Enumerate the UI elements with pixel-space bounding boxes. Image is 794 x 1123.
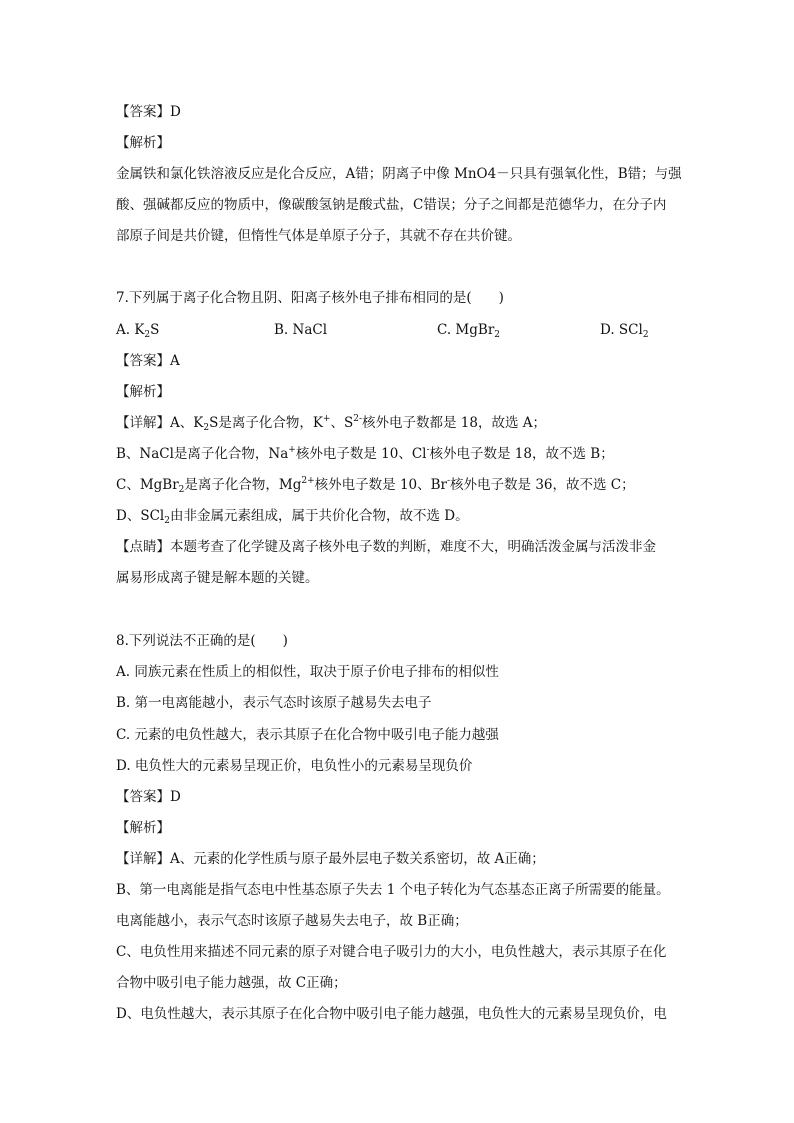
q6-analysis-label: 【解析】 <box>116 135 170 151</box>
q7-comment-line-2: 属易形成离子键是解本题的关键。 <box>116 570 319 586</box>
q7-option-d: D. SCl$_2$ <box>600 322 649 340</box>
q8-detail-line-3: 电离能越小，表示气态时该原子越易失去电子，故 B正确； <box>116 913 468 929</box>
q7-options <box>116 320 734 340</box>
q8-option-b: B. 第一电离能越小，表示气态时该原子越易失去电子 <box>116 695 432 711</box>
q6-analysis-line-1: 金属铁和氯化铁溶液反应是化合反应，A错；阴离子中像 MnO4－只具有强氧化性，B错；与强 <box>116 166 682 182</box>
q8-option-d: D. 电负性大的元素易呈现正价，电负性小的元素易呈现负价 <box>116 758 473 774</box>
q8-detail-line-2: B、第一电离能是指气态电中性基态原子失去 1 个电子转化为气态基态正离子所需要的能量。 <box>116 882 670 898</box>
q7-stem: 7.下列属于离子化合物且阴、阳离子核外电子排布相同的是( ) <box>116 290 504 306</box>
q7-option-b: B. NaCl <box>274 322 328 338</box>
q8-detail-line-4: C、电负性用来描述不同元素的原子对键合电子吸引力的大小，电负性越大，表示其原子在化 <box>116 944 667 960</box>
q7-detail-d: D、SCl$_2$由非金属元素组成，属于共价化合物，故不选 D。 <box>116 508 469 526</box>
q6-analysis-line-2: 酸、强碱都反应的物质中，像碳酸氢钠是酸式盐，C错误；分子之间都是范德华力，在分子内 <box>116 197 667 213</box>
q7-answer: 【答案】A <box>116 353 180 369</box>
q7-option-a: A. $K_2S$ <box>116 322 160 340</box>
q7-detail-b: B、NaCl是离子化合物，Na+核外电子数是 10、Cl-核外电子数是 18，故不选 B； <box>116 445 614 462</box>
q8-analysis-label: 【解析】 <box>116 820 170 836</box>
q8-detail-line-6: D、电负性越大，表示其原子在化合物中吸引电子能力越强，电负性大的元素易呈现负价，电 <box>116 1006 667 1022</box>
q7-detail-c: C、MgBr$_2$是离子化合物，$Mg^{2+}$核外电子数是 10、Br-核外电子数是 36，故不选 C； <box>116 476 635 495</box>
q6-answer: 【答案】D <box>116 104 181 120</box>
q8-answer: 【答案】D <box>116 789 181 805</box>
q6-analysis-line-3: 部原子间是共价键，但惰性气体是单原子分子，其就不存在共价键。 <box>116 228 521 244</box>
q8-detail-line-1: 【详解】A、元素的化学性质与原子最外层电子数关系密切，故 A正确； <box>116 851 545 867</box>
q8-option-c: C. 元素的电负性越大，表示其原子在化合物中吸引电子能力越强 <box>116 727 499 743</box>
q7-analysis-label: 【解析】 <box>116 384 170 400</box>
q8-stem: 8.下列说法不正确的是( ) <box>116 633 288 649</box>
q7-detail-a: 【详解】A、$K_2S$是离子化合物，K+、$S^{2-}$核外电子数都是 18，故选 A； <box>116 414 547 433</box>
q8-detail-line-5: 合物中吸引电子能力越强，故 C正确； <box>116 975 347 991</box>
q7-comment-line-1: 【点睛】本题考查了化学键及离子核外电子数的判断，难度不大，明确活泼金属与活泼非金 <box>116 539 656 555</box>
q8-option-a: A. 同族元素在性质上的相似性，取决于原子价电子排布的相似性 <box>116 664 499 680</box>
q7-option-c: C. MgBr$_2$ <box>437 322 501 340</box>
